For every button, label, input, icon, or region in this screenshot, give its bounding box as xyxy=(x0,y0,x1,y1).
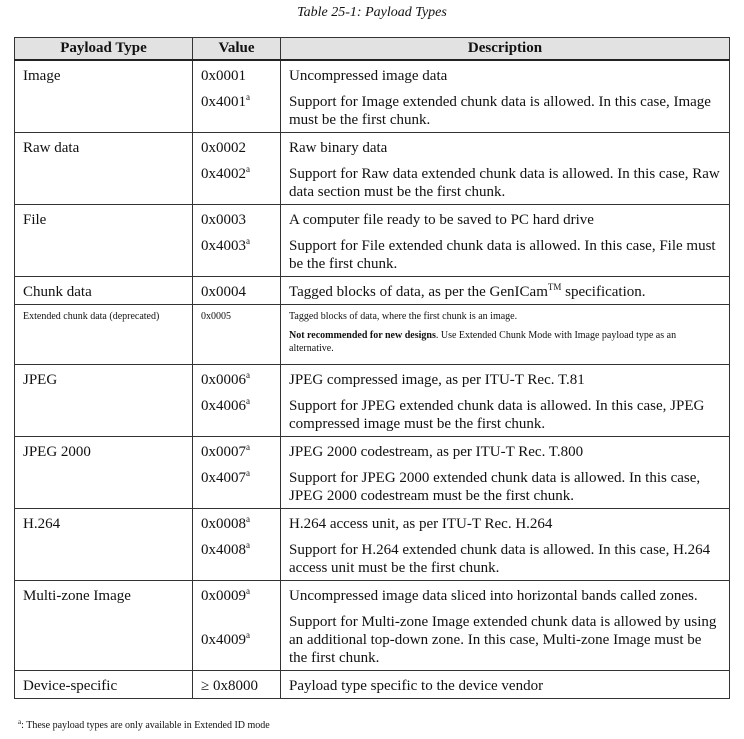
description-cell: JPEG 2000 codestream, as per ITU-T Rec. T.800 Support for JPEG 2000 extended chunk data is allowed. In this case, JPEG 2000 codestream must be the first chunk. xyxy=(281,437,730,509)
header-value: Value xyxy=(193,38,281,61)
value-cell: 0x0005 xyxy=(193,305,281,365)
payload-types-table xyxy=(14,37,730,699)
description-cell: A computer file ready to be saved to PC hard drive Support for File extended chunk data is allowed. In this case, File must be the first chunk. xyxy=(281,205,730,277)
header-payload-type: Payload Type xyxy=(15,38,193,61)
table-row-jpeg xyxy=(15,365,730,437)
value-cell: 0x0009$^a$ 0x4009$^a$ xyxy=(193,581,281,671)
header-description: Description xyxy=(281,38,730,61)
payload-type-cell: Multi-zone Image xyxy=(15,581,193,671)
table-row-jpeg-2000 xyxy=(15,437,730,509)
value-cell: 0x0008$^a$ 0x4008$^a$ xyxy=(193,509,281,581)
table-footnote: $^a$: These payload types are only available in Extended ID mode xyxy=(18,718,270,731)
description-cell: Uncompressed image data Support for Image extended chunk data is allowed. In this case, Image must be the first chunk. xyxy=(281,60,730,133)
value-cell: 0x0001 0x4001$^a$ xyxy=(193,60,281,133)
table-header-row xyxy=(15,38,730,61)
payload-type-cell: JPEG xyxy=(15,365,193,437)
table-row-extended-chunk-data xyxy=(15,305,730,365)
value-cell: 0x0007$^a$ 0x4007$^a$ xyxy=(193,437,281,509)
deprecation-note: Not recommended for new designs xyxy=(289,330,436,341)
description-cell: Uncompressed image data sliced into horizontal bands called zones. Support for Multi-zone Image extended chunk data is allowed by using an additional top-down zone. In this case, Multi-zone Image must be the first chunk. xyxy=(281,581,730,671)
table-row-chunk-data xyxy=(15,277,730,305)
table-row-multi-zone-image xyxy=(15,581,730,671)
payload-type-cell: Chunk data xyxy=(15,277,193,305)
table-caption: Table 25-1: Payload Types xyxy=(297,5,447,20)
payload-type-cell: File xyxy=(15,205,193,277)
value-cell: 0x0002 0x4002$^a$ xyxy=(193,133,281,205)
description-cell: H.264 access unit, as per ITU-T Rec. H.264 Support for H.264 extended chunk data is allowed. In this case, H.264 access unit must be the first chunk. xyxy=(281,509,730,581)
value-cell: 0x0003 0x4003$^a$ xyxy=(193,205,281,277)
payload-type-cell: Image xyxy=(15,60,193,133)
description-cell: Tagged blocks of data, where the first chunk is an image. Not recommended for new designs. Use Extended Chunk Mode with Image payload type as an alternative. xyxy=(281,305,730,365)
description-cell: Payload type specific to the device vendor xyxy=(281,671,730,699)
payload-type-cell: JPEG 2000 xyxy=(15,437,193,509)
description-cell: Raw binary data Support for Raw data extended chunk data is allowed. In this case, Raw data section must be the first chunk. xyxy=(281,133,730,205)
table-row-raw-data xyxy=(15,133,730,205)
table-row-file xyxy=(15,205,730,277)
payload-type-cell: Raw data xyxy=(15,133,193,205)
payload-type-cell: Extended chunk data (deprecated) xyxy=(15,305,193,365)
description-cell: Tagged blocks of data, as per the GenICam™ specification. xyxy=(281,277,730,305)
payload-type-cell: H.264 xyxy=(15,509,193,581)
payload-type-cell: Device-specific xyxy=(15,671,193,699)
description-cell: JPEG compressed image, as per ITU-T Rec. T.81 Support for JPEG extended chunk data is allowed. In this case, JPEG compressed image must be the first chunk. xyxy=(281,365,730,437)
value-cell: ≥ 0x8000 xyxy=(193,671,281,699)
value-cell: 0x0006$^a$ 0x4006$^a$ xyxy=(193,365,281,437)
value-cell: 0x0004 xyxy=(193,277,281,305)
table-row-h264 xyxy=(15,509,730,581)
table-row-device-specific xyxy=(15,671,730,699)
table-row-image xyxy=(15,60,730,133)
